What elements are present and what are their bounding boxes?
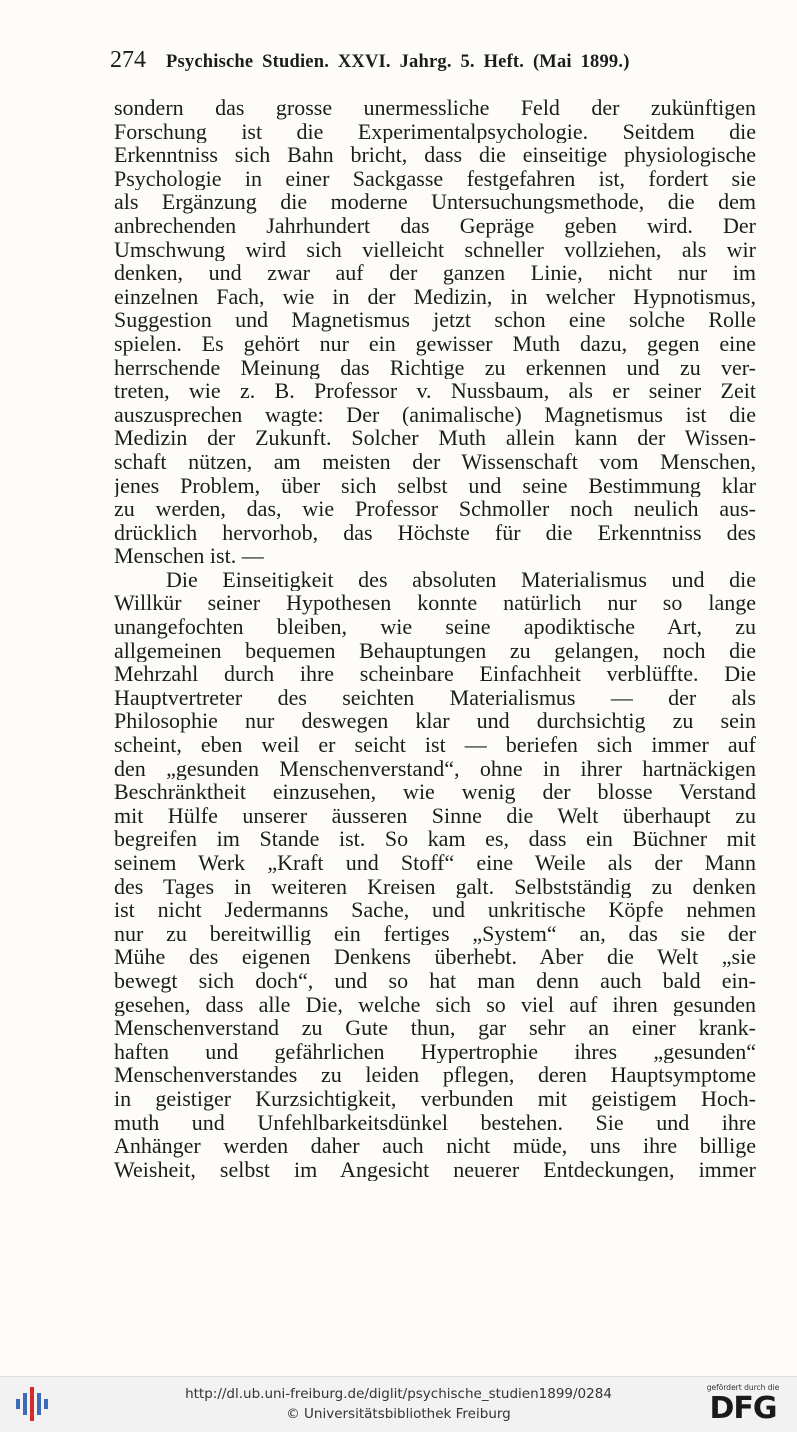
text-line: auszusprechen wagte: Der (animalische) Magnetismus ist die: [114, 402, 756, 427]
text-line: Mühe des eigenen Denkens überhebt. Aber die Welt „sie: [114, 945, 756, 969]
text-line: allgemeinen bequemen Behauptungen zu gelangen, noch die: [114, 638, 756, 663]
text-line: muth und Unfehlbarkeitsdünkel bestehen. Sie und ihre: [114, 1110, 756, 1135]
text-line: anbrechenden Jahrhundert das Gepräge geben wird. Der: [114, 213, 756, 238]
text-line: ist nicht Jedermanns Sache, und unkritische Köpfe nehmen: [114, 898, 756, 922]
copyright-notice: © Universitätsbibliothek Freiburg: [286, 1406, 511, 1422]
text-line: treten, wie z. B. Professor v. Nussbaum, als er seiner Zeit: [114, 379, 756, 403]
text-line: Umschwung wird sich vielleicht schneller vollziehen, als wir: [114, 237, 756, 262]
text-line: als Ergänzung die moderne Untersuchungsmethode, die dem: [114, 190, 756, 214]
text-line: jenes Problem, über sich selbst und seine Bestimmung klar: [114, 473, 756, 498]
page-number: 274: [110, 47, 146, 73]
text-line: Suggestion und Magnetismus jetzt schon eine solche Rolle: [114, 308, 756, 332]
text-line: nur zu bereitwillig ein fertiges „System“ an, das sie der: [114, 921, 756, 946]
paragraph-start-line: Die Einseitigkeit des absoluten Materialismus und die: [166, 567, 756, 592]
dfg-logo[interactable]: [701, 1383, 785, 1427]
permalink-url[interactable]: http://dl.ub.uni-freiburg.de/diglit/psychische_studien1899/0284: [185, 1386, 612, 1402]
dfg-logo-text: DFG: [709, 1391, 777, 1426]
text-line: sondern das grosse unermessliche Feld der zukünftigen: [114, 96, 756, 120]
text-line: herrschende Meinung das Richtige zu erkennen und zu ver-: [114, 355, 756, 380]
text-line: schaft nützen, am meisten der Wissenschaft vom Menschen,: [114, 449, 756, 474]
text-line: mit Hülfe unserer äusseren Sinne die Welt überhaupt zu: [114, 803, 756, 828]
text-line: des Tages in weiteren Kreisen galt. Selbstständig zu denken: [114, 874, 756, 899]
text-line: denken, und zwar auf der ganzen Linie, nicht nur im: [114, 261, 756, 285]
text-line: den „gesunden Menschenverstand“, ohne in ihrer hartnäckigen: [114, 756, 756, 781]
text-line: unangefochten bleiben, wie seine apodiktische Art, zu: [114, 615, 756, 639]
text-line: Medizin der Zukunft. Solcher Muth allein kann der Wissen-: [114, 426, 756, 450]
dfg-caption: gefördert durch die: [706, 1383, 780, 1392]
running-header: [110, 47, 710, 77]
text-line: Anhänger werden daher auch nicht müde, uns ihre billige: [114, 1134, 756, 1158]
text-line: drücklich hervorhob, das Höchste für die Erkenntniss des: [114, 520, 756, 545]
text-line: seinem Werk „Kraft und Stoff“ eine Weile als der Mann: [114, 851, 756, 875]
text-line: in geistiger Kurzsichtigkeit, verbunden mit geistigem Hoch-: [114, 1086, 756, 1111]
text-line: Menschenverstand zu Gute thun, gar sehr an einer krank-: [114, 1016, 756, 1040]
text-line: zu werden, das, wie Professor Schmoller noch neulich aus-: [114, 497, 756, 521]
text-line: spielen. Es gehört nur ein gewisser Muth dazu, gegen eine: [114, 331, 756, 356]
text-line: haften und gefährlichen Hypertrophie ihres „gesunden“: [114, 1039, 756, 1064]
text-line: Psychologie in einer Sackgasse festgefahren ist, fordert sie: [114, 166, 756, 191]
text-line: Beschränktheit einzusehen, wie wenig der blosse Verstand: [114, 780, 756, 804]
paragraph-end-line: Menschen ist. —: [114, 544, 264, 568]
running-head-title: Psychische Studien. XXVI. Jahrg. 5. Heft. (Mai 1899.): [166, 52, 630, 72]
text-line: scheint, eben weil er seicht ist — beriefen sich immer auf: [114, 733, 756, 757]
text-line: gesehen, dass alle Die, welche sich so viel auf ihren gesunden: [114, 992, 756, 1017]
text-line: Erkenntniss sich Bahn bricht, dass die einseitige physiologische: [114, 143, 756, 167]
text-line: bewegt sich doch“, und so hat man denn auch bald ein-: [114, 968, 756, 993]
body-text: [114, 96, 756, 1181]
text-line: Weisheit, selbst im Angesicht neuerer Entdeckungen, immer: [114, 1157, 756, 1182]
text-line: Willkür seiner Hypothesen konnte natürlich nur so lange: [114, 591, 756, 616]
viewer-footer: [0, 1376, 797, 1432]
text-line: einzelnen Fach, wie in der Medizin, in welcher Hypnotismus,: [114, 284, 756, 309]
text-line: Philosophie nur deswegen klar und durchsichtig zu sein: [114, 709, 756, 734]
text-line: Forschung ist die Experimentalpsychologie. Seitdem die: [114, 119, 756, 144]
text-line: begreifen im Stande ist. So kam es, dass ein Büchner mit: [114, 827, 756, 851]
text-line: Menschenverstandes zu leiden pflegen, deren Hauptsymptome: [114, 1063, 756, 1087]
text-line: Hauptvertreter des seichten Materialismus — der als: [114, 685, 756, 710]
text-line: Mehrzahl durch ihre scheinbare Einfachheit verblüffte. Die: [114, 662, 756, 686]
